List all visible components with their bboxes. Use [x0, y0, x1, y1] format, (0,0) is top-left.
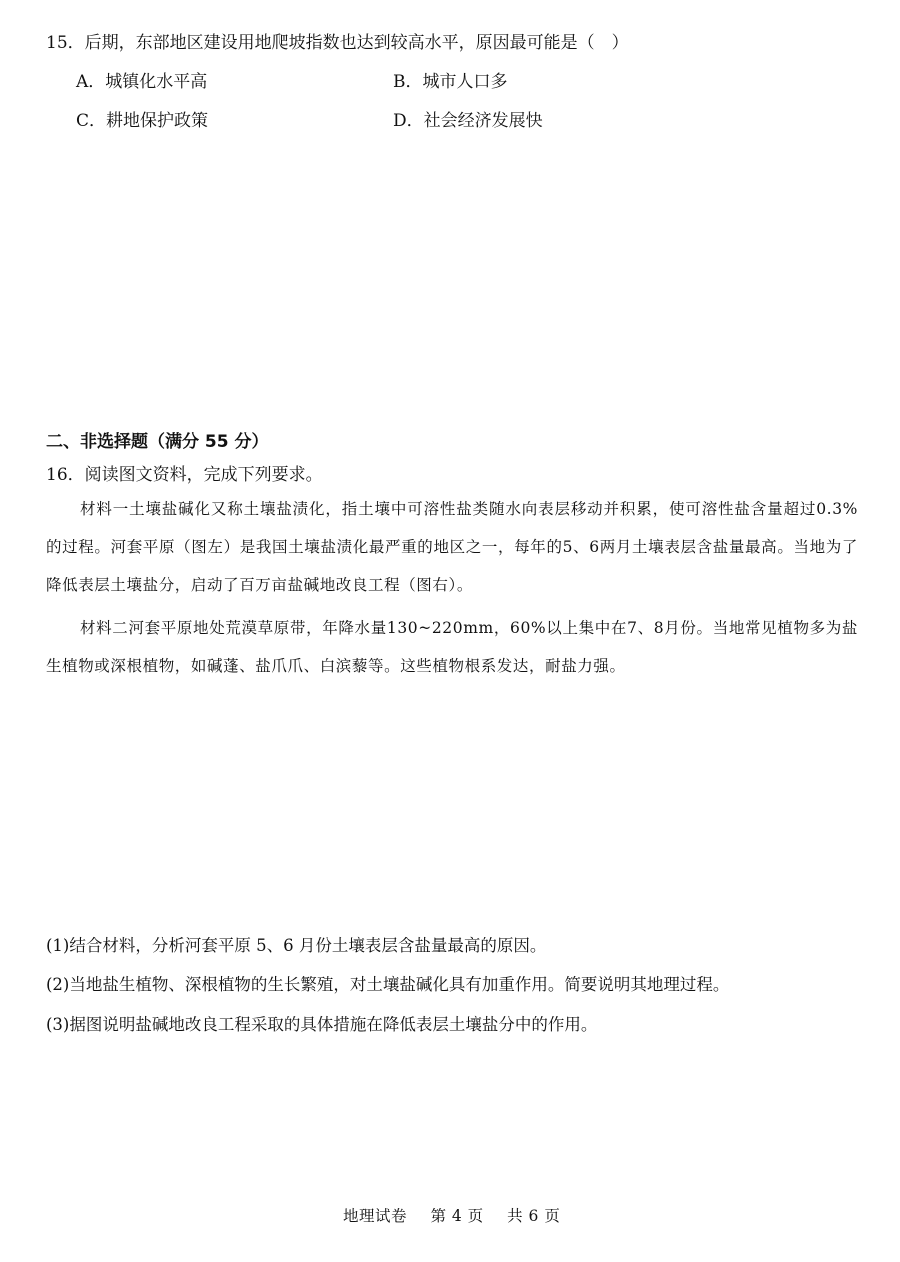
option-a-label: A． — [76, 72, 106, 92]
option-d — [393, 106, 543, 131]
question-15-stem: 15．后期，东部地区建设用地爬坡指数也达到较高水平，原因最可能是（ ） — [46, 33, 629, 53]
option-d-label: D． — [393, 111, 424, 131]
option-c — [76, 106, 208, 131]
sub-question-3: (3)据图说明盐碱地改良工程采取的具体措施在降低表层土壤盐分中的作用。 — [46, 1015, 598, 1034]
option-b — [393, 67, 508, 92]
sub-question-1: (1)结合材料，分析河套平原 5、6 月份土壤表层含盐量最高的原因。 — [46, 936, 547, 955]
footer-subject: 地理试卷 — [343, 1207, 408, 1225]
page-footer — [343, 1204, 560, 1226]
footer-total-pages: 共 6 页 — [507, 1207, 561, 1225]
option-a — [76, 67, 207, 92]
option-b-text: 城市人口多 — [422, 72, 508, 92]
option-a-text: 城镇化水平高 — [105, 72, 208, 92]
footer-page-number: 第 4 页 — [430, 1207, 484, 1225]
question-16-stem: 16．阅读图文资料，完成下列要求。 — [46, 465, 323, 485]
option-c-label: C． — [76, 111, 107, 131]
material-one: 材料一土壤盐碱化又称土壤盐渍化，指土壤中可溶性盐类随水向表层移动并积累，使可溶性盐含量超过0.3%的过程。河套平原（图左）是我国土壤盐渍化最严重的地区之一，每年的5、6两月土壤表层含盐量最高。当地为了降低表层土壤盐分，启动了百万亩盐碱地改良工程（图右）。 — [46, 500, 858, 594]
section-title: 二、非选择题（满分 55 分） — [46, 432, 269, 452]
material-two: 材料二河套平原地处荒漠草原带，年降水量130~220mm，60%以上集中在7、8月份。当地常见植物多为盐生植物或深根植物，如碱蓬、盐爪爪、白滨藜等。这些植物根系发达，耐盐力强。 — [46, 619, 858, 675]
sub-question-2: (2)当地盐生植物、深根植物的生长繁殖，对土壤盐碱化具有加重作用。简要说明其地理过程。 — [46, 975, 730, 994]
option-b-label: B． — [393, 72, 423, 92]
option-c-text: 耕地保护政策 — [106, 111, 209, 131]
option-d-text: 社会经济发展快 — [423, 111, 543, 131]
